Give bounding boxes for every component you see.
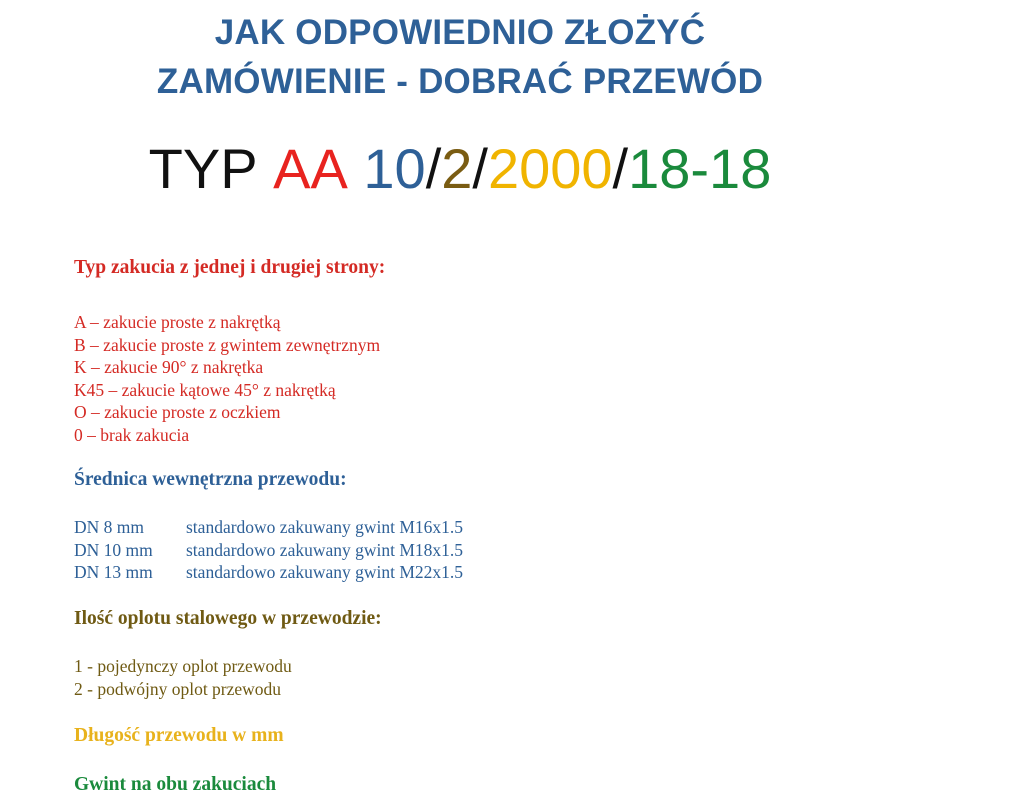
code-length: 2000	[487, 137, 613, 200]
dn-value: standardowo zakuwany gwint M16x1.5	[186, 517, 464, 537]
code-separator-2: /	[472, 137, 488, 200]
section-thread-heading: Gwint na obu zakuciach	[74, 774, 277, 795]
code-thread: 18-18	[628, 137, 772, 200]
page-title	[0, 8, 920, 106]
table-row	[74, 539, 463, 562]
section-fitting-types-heading: Typ zakucia z jednej i drugiej strony:	[74, 257, 386, 278]
dn-value: standardowo zakuwany gwint M22x1.5	[186, 562, 464, 583]
section-inner-diameter-heading: Średnica wewnętrzna przewodu:	[74, 469, 347, 490]
list-item: 2 - podwójny oplot przewodu	[74, 678, 282, 699]
section-length-heading: Długość przewodu w mm	[74, 725, 284, 746]
dn-label: DN 8 mm	[74, 517, 144, 537]
dn-value: standardowo zakuwany gwint M18x1.5	[186, 539, 464, 560]
section-fitting-types-body	[74, 311, 380, 447]
product-code-example	[0, 136, 920, 202]
section-inner-diameter	[74, 468, 347, 492]
list-item: K – zakucie 90° z nakrętka	[74, 357, 264, 378]
table-row	[74, 561, 463, 584]
table-row	[74, 516, 463, 539]
section-fitting-types	[74, 256, 385, 280]
section-braid-heading: Ilość oplotu stalowego w przewodzie:	[74, 608, 382, 629]
code-separator-3: /	[612, 137, 629, 200]
list-item: K45 – zakucie kątowe 45° z nakrętką	[74, 379, 336, 400]
list-item: 0 – brak zakucia	[74, 424, 190, 445]
list-item: B – zakucie proste z gwintem zewnętrznym	[74, 334, 381, 355]
code-braid-count: 2	[441, 137, 473, 200]
code-prefix: TYP	[148, 137, 258, 200]
section-braid-body	[74, 655, 292, 700]
dn-label: DN 13 mm	[74, 562, 153, 583]
code-separator-1: /	[425, 137, 442, 200]
dn-label: DN 10 mm	[74, 539, 153, 560]
section-length	[74, 724, 284, 748]
list-item: 1 - pojedynczy oplot przewodu	[74, 656, 292, 676]
page-title-line-2: ZAMÓWIENIE - DOBRAĆ PRZEWÓD	[156, 62, 764, 101]
section-braid	[74, 607, 382, 631]
page-title-line-1: JAK ODPOWIEDNIO ZŁOŻYĆ	[214, 13, 706, 52]
list-item: O – zakucie proste z oczkiem	[74, 402, 281, 423]
code-fitting-type: AA	[273, 137, 348, 200]
section-inner-diameter-body	[74, 516, 463, 584]
list-item: A – zakucie proste z nakrętką	[74, 312, 281, 332]
section-thread	[74, 773, 276, 797]
code-inner-diameter: 10	[363, 137, 426, 200]
